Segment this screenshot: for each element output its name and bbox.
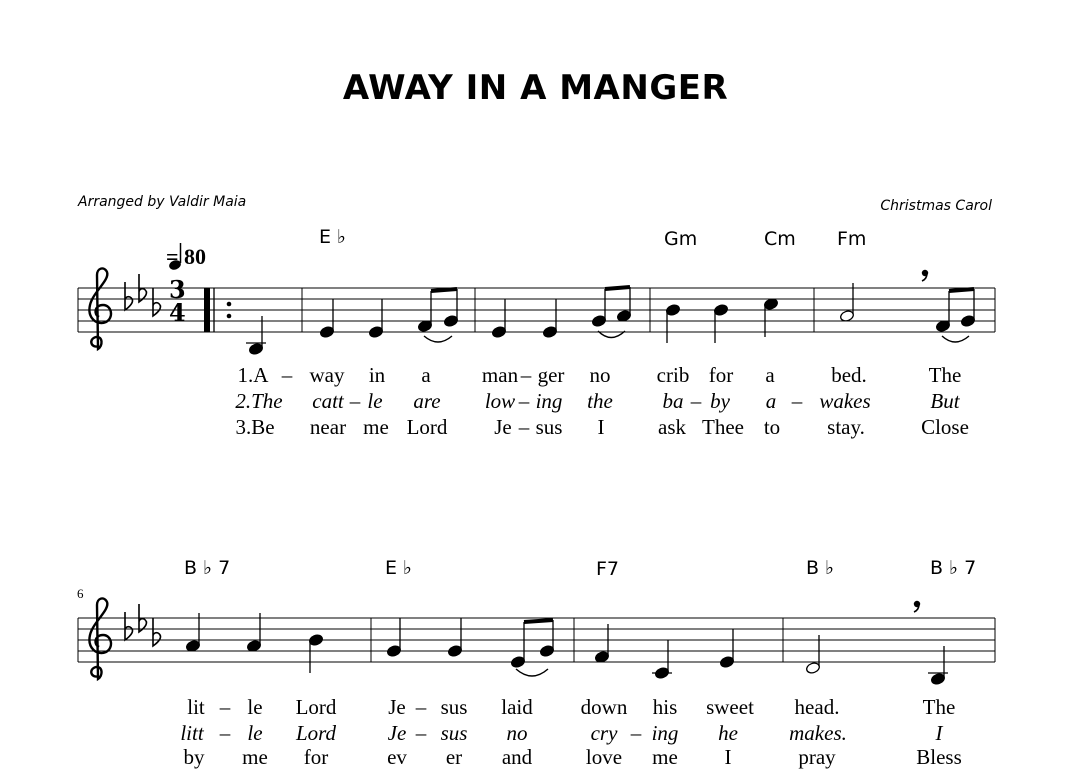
lyric-hyphen: – (219, 695, 231, 719)
lyric-syllable: The (928, 363, 962, 387)
lyric-syllable: man (481, 363, 519, 387)
slurs (516, 669, 548, 676)
lyric-syllable: 1.A (237, 363, 269, 387)
lyric-syllable: pray (798, 745, 836, 769)
lyric-syllable: ev (387, 745, 407, 769)
lyric-syllable: I (935, 721, 943, 745)
lyric-syllable: cry (590, 721, 618, 745)
lyric-hyphen: – (690, 389, 702, 413)
lyric-syllable: a (765, 363, 775, 387)
chord-symbol: B ♭ 7 (184, 557, 231, 579)
lyric-syllable: Lord (295, 721, 337, 745)
lyric-syllable: by (183, 745, 205, 769)
lyric-syllable: sus (535, 415, 563, 439)
lyric-syllable: down (580, 695, 628, 719)
lyric-syllable: to (763, 415, 781, 439)
lyric-syllable: for (303, 745, 329, 769)
lyric-hyphen: – (518, 389, 530, 413)
chord-symbol: B ♭ (806, 557, 835, 579)
lyric-syllable: Je (388, 695, 406, 719)
lyric-syllable: Bless (916, 745, 962, 769)
chord-symbol: Gm (664, 228, 698, 250)
lyric-syllable: le (247, 695, 263, 719)
melody-notes-system-1 (246, 283, 976, 356)
lyric-hyphen: – (520, 363, 532, 387)
repeat-dot (227, 314, 232, 319)
lyric-syllable: me (652, 745, 678, 769)
lyric-syllable: me (242, 745, 268, 769)
time-signature-top: 3 (169, 275, 186, 304)
lyric-syllable: way (309, 363, 345, 387)
lyric-syllable: love (585, 745, 623, 769)
lyric-syllable: Je (494, 415, 512, 439)
lyric-hyphen: – (415, 721, 427, 745)
slurs (424, 331, 969, 342)
arranger-credit: Arranged by Valdir Maia (78, 194, 247, 210)
treble-clef-icon (89, 598, 111, 679)
breath-mark-icon (914, 601, 920, 612)
lyric-syllable: makes. (789, 721, 847, 745)
lyric-syllable: near (309, 415, 347, 439)
lyric-syllable: low (484, 389, 516, 413)
lyric-syllable: 2.The (235, 389, 283, 413)
lyric-syllable: ing (535, 389, 563, 413)
lyric-syllable: no (506, 721, 528, 745)
lyric-syllable: er (445, 745, 463, 769)
lyric-syllable: I (724, 745, 732, 769)
lyric-syllable: le (367, 389, 383, 413)
lyric-syllable: I (597, 415, 605, 439)
lyric-syllable: a (765, 389, 777, 413)
composer-credit: Christmas Carol (880, 198, 992, 214)
repeat-dot (227, 302, 232, 307)
lyric-syllable: he (718, 721, 738, 745)
lyric-syllable: Je (387, 721, 407, 745)
lyric-syllable: me (363, 415, 389, 439)
chord-symbol: E ♭ (319, 226, 347, 248)
lyric-syllable: bed. (831, 363, 867, 387)
lyric-hyphen: – (630, 721, 642, 745)
lyric-syllable: laid (501, 695, 533, 719)
tempo-marking: = 80 (166, 244, 207, 269)
lyric-hyphen: – (791, 389, 803, 413)
lyric-hyphen: – (219, 721, 231, 745)
lyric-syllable: ask (658, 415, 686, 439)
lyric-syllable: But (930, 389, 960, 413)
lyric-syllable: in (368, 363, 386, 387)
chord-symbol: B ♭ 7 (930, 557, 977, 579)
chord-symbol: F7 (596, 558, 620, 580)
lyric-hyphen: – (415, 695, 427, 719)
lyric-syllable: are (413, 389, 441, 413)
lyric-syllable: The (922, 695, 956, 719)
lyric-syllable: Lord (295, 695, 337, 719)
chord-symbol: Cm (764, 228, 796, 250)
lyric-syllable: the (587, 389, 613, 413)
breath-mark-icon (922, 270, 928, 281)
lyric-syllable: Thee (702, 415, 744, 439)
lyric-syllable: by (710, 389, 730, 413)
chord-symbol: Fm (837, 228, 867, 250)
lyric-hyphen: – (518, 415, 530, 439)
lyric-syllable: le (247, 721, 263, 745)
staff-system-2 (78, 618, 995, 662)
melody-notes-system-2 (185, 613, 948, 686)
lyric-syllable: wakes (819, 389, 871, 413)
lyric-syllable: no (589, 363, 611, 387)
lyric-syllable: ing (651, 721, 679, 745)
lyric-syllable: catt (312, 389, 344, 413)
lyric-syllable: lit (187, 695, 205, 719)
chord-symbol: E ♭ (385, 557, 413, 579)
lyric-syllable: for (708, 363, 734, 387)
song-title: AWAY IN A MANGER (342, 68, 729, 108)
lyric-hyphen: – (281, 363, 293, 387)
lyric-syllable: crib (656, 363, 690, 387)
lyric-syllable: 3.Be (235, 415, 275, 439)
lyric-syllable: sus (440, 721, 468, 745)
lyric-syllable: stay. (827, 415, 865, 439)
lyric-syllable: Close (921, 415, 969, 439)
lyric-syllable: ba (662, 389, 684, 413)
treble-clef-icon (89, 268, 111, 349)
lyric-syllable: a (421, 363, 431, 387)
lyric-syllable: sweet (706, 695, 754, 719)
lyric-syllable: sus (440, 695, 468, 719)
lyric-syllable: his (652, 695, 678, 719)
lyric-syllable: ger (537, 363, 565, 387)
lyric-syllable: and (501, 745, 533, 769)
measure-number: 6 (77, 586, 84, 601)
lyric-syllable: Lord (406, 415, 448, 439)
staff-system-1 (78, 288, 995, 332)
lyric-hyphen: – (349, 389, 361, 413)
time-signature-bottom: 4 (169, 298, 186, 327)
lyric-syllable: litt (180, 721, 204, 745)
lyric-syllable: head. (794, 695, 840, 719)
